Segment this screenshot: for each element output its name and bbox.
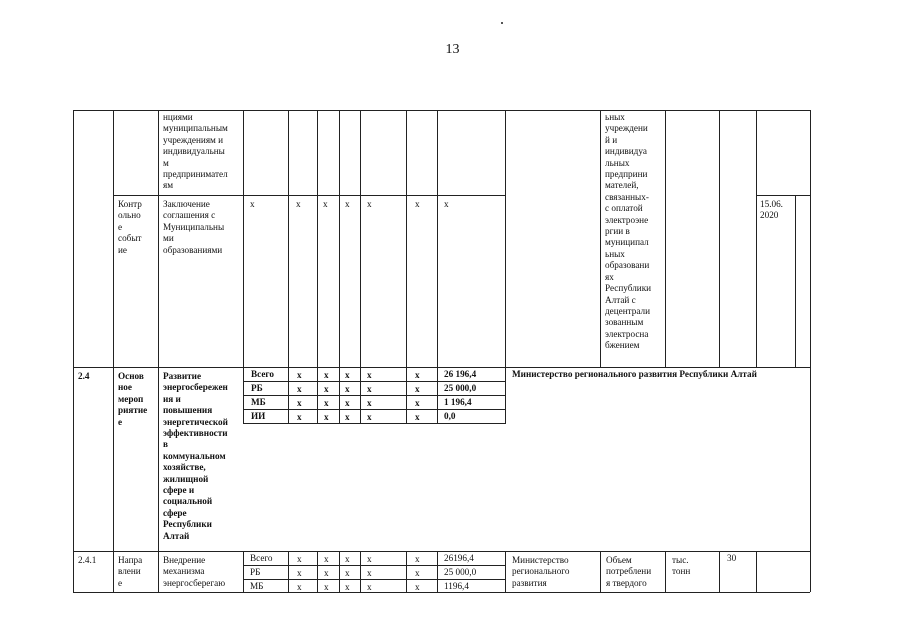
funding-total: 0,0 — [444, 411, 456, 421]
x-mark: х — [297, 370, 302, 380]
x-mark: х — [415, 398, 420, 408]
x-mark: х — [323, 199, 328, 209]
responsible-executor: Министерство регионального развития — [512, 555, 570, 588]
indicator-name: Объем потреблени я твердого — [606, 555, 652, 588]
x-mark: х — [324, 384, 329, 394]
control-event-date: 15.06. 2020 — [760, 199, 783, 221]
funding-source: Всего — [250, 553, 273, 563]
control-event-name: Заключение соглашения с Муниципальны ми образованиями — [163, 199, 225, 255]
row-type: Напра влени е — [118, 555, 143, 588]
funding-source: ИИ — [251, 411, 266, 421]
x-mark: х — [250, 199, 255, 209]
x-mark: х — [324, 554, 329, 564]
x-mark: х — [444, 199, 449, 209]
funding-source: МБ — [250, 581, 264, 591]
indicator-value: 30 — [727, 553, 737, 563]
x-mark: х — [324, 582, 329, 592]
x-mark: х — [324, 398, 329, 408]
x-mark: х — [297, 568, 302, 578]
page-number: 13 — [445, 42, 460, 57]
x-mark: х — [297, 398, 302, 408]
x-mark: х — [415, 370, 420, 380]
x-mark: х — [367, 199, 372, 209]
x-mark: х — [345, 398, 350, 408]
indicator-unit: тыс. тонн — [672, 555, 691, 577]
x-mark: х — [324, 370, 329, 380]
funding-total: 1 196,4 — [444, 397, 472, 407]
x-mark: х — [345, 370, 350, 380]
x-mark: х — [297, 384, 302, 394]
x-mark: х — [415, 582, 420, 592]
x-mark: х — [296, 199, 301, 209]
row-type: Основ ное мероп риятие е — [118, 371, 148, 427]
x-mark: х — [367, 568, 372, 578]
funding-total: 25 000,0 — [444, 383, 477, 393]
x-mark: х — [345, 568, 350, 578]
row-number: 2.4 — [78, 371, 90, 381]
funding-total: 26 196,4 — [444, 369, 477, 379]
x-mark: х — [367, 582, 372, 592]
x-mark: х — [367, 384, 372, 394]
x-mark: х — [415, 412, 420, 422]
x-mark: х — [345, 554, 350, 564]
x-mark: х — [367, 398, 372, 408]
row-name: Внедрение механизма энергосберегаю — [163, 555, 226, 588]
x-mark: х — [415, 199, 420, 209]
row-continued-name: нциями муниципальным учреждениям и индивидуальны м предпринимател ям — [163, 112, 228, 191]
x-mark: х — [324, 412, 329, 422]
control-event-type: Контр ольно е событ ие — [118, 199, 142, 255]
x-mark: х — [345, 384, 350, 394]
indicator-text: ьных учреждени й и индивидуа льных предприни мателей, связанных- с оплатой электроэне ргии в муниципал ьных образовани ях Республики Алтай с децентрали зованным электросна бжением — [605, 112, 652, 351]
row-name: Развитие энергосбережен ия и повышения энергетической эффективности в коммунальном хозяйстве, жилищной сфере и социальной сфере Республики Алтай — [163, 371, 228, 541]
x-mark: х — [297, 582, 302, 592]
funding-source: РБ — [250, 567, 261, 577]
x-mark: х — [415, 554, 420, 564]
x-mark: х — [367, 370, 372, 380]
row-number: 2.4.1 — [78, 555, 97, 565]
funding-source: Всего — [251, 369, 274, 379]
x-mark: х — [415, 568, 420, 578]
x-mark: х — [367, 412, 372, 422]
x-mark: х — [415, 384, 420, 394]
x-mark: х — [324, 568, 329, 578]
x-mark: х — [367, 554, 372, 564]
x-mark: х — [297, 412, 302, 422]
funding-source: РБ — [251, 383, 263, 393]
x-mark: х — [345, 412, 350, 422]
funding-total: 26196,4 — [444, 553, 474, 563]
x-mark: х — [297, 554, 302, 564]
funding-total: 1196,4 — [444, 581, 469, 591]
funding-total: 25 000,0 — [444, 567, 477, 577]
x-mark: х — [345, 199, 350, 209]
x-mark: х — [345, 582, 350, 592]
responsible-executor: Министерство регионального развития Республики Алтай — [512, 369, 757, 379]
funding-source: МБ — [251, 397, 266, 407]
